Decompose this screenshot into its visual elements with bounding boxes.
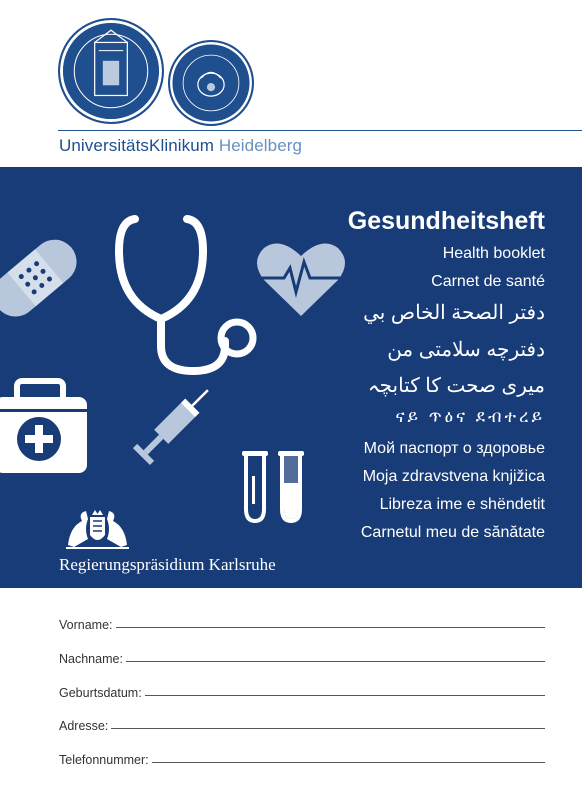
institution-name: UniversitätsKlinikum Heidelberg xyxy=(59,136,303,155)
title-banner xyxy=(0,167,582,588)
title-persian: دفترچه سلامتی من xyxy=(387,339,545,361)
birth-date-field[interactable] xyxy=(59,680,545,700)
header-divider xyxy=(58,130,582,131)
syringe-icon xyxy=(127,382,212,477)
address-label: Adresse: xyxy=(59,719,109,733)
first-name-field[interactable] xyxy=(59,612,545,632)
heart-pulse-icon xyxy=(256,240,346,318)
coat-of-arms-icon xyxy=(60,507,135,551)
last-name-line[interactable] xyxy=(126,660,545,662)
phone-label: Telefonnummer: xyxy=(59,753,149,767)
title-croatian: Moja zdravstvena knjižica xyxy=(362,468,545,485)
phone-field[interactable] xyxy=(59,747,545,767)
address-line[interactable] xyxy=(111,727,545,729)
last-name-field[interactable] xyxy=(59,646,545,666)
booklet-title: Gesundheitsheft xyxy=(347,207,545,235)
title-english: Health booklet xyxy=(442,245,545,262)
birth-date-line[interactable] xyxy=(145,694,545,696)
birth-date-label: Geburtsdatum: xyxy=(59,686,142,700)
test-tubes-icon xyxy=(240,451,310,523)
title-arabic: دفتر الصحة الخاص بي xyxy=(363,302,545,324)
phone-line[interactable] xyxy=(152,761,545,763)
title-russian: Мой паспорт о здоровье xyxy=(363,440,545,457)
title-tigrinya: ናይ ጥዕና ደብተረይ xyxy=(395,407,545,426)
university-seal-logo xyxy=(58,18,164,124)
first-name-label: Vorname: xyxy=(59,618,113,632)
title-romanian: Carnetul meu de sănătate xyxy=(360,524,545,541)
bandage-icon xyxy=(0,227,90,337)
title-french: Carnet de santé xyxy=(431,273,545,290)
title-urdu: میری صحت کا کتابچہ xyxy=(367,375,545,397)
stethoscope-icon xyxy=(113,211,263,383)
first-name-line[interactable] xyxy=(116,626,545,628)
address-field[interactable] xyxy=(59,713,545,733)
faculty-seal-logo xyxy=(168,40,254,126)
authority-name: Regierungspräsidium Karlsruhe xyxy=(59,555,276,574)
last-name-label: Nachname: xyxy=(59,652,123,666)
title-albanian: Libreza ime e shëndetit xyxy=(379,496,545,513)
first-aid-kit-icon xyxy=(0,375,90,475)
